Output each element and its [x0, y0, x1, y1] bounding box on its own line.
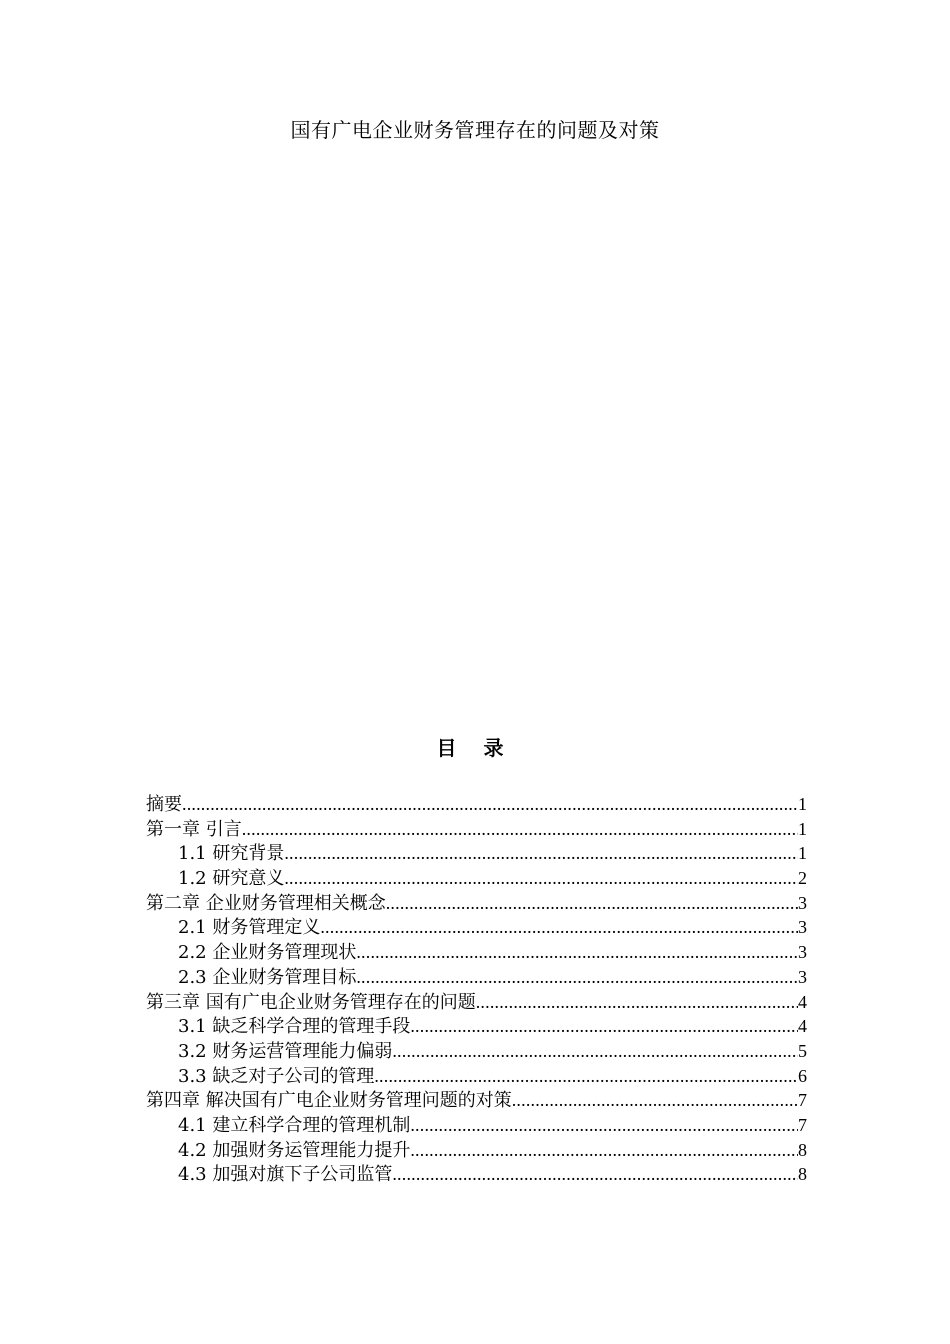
toc-entry-label: 第二章 企业财务管理相关概念: [146, 892, 386, 914]
toc-entry-page-number: 4: [798, 1016, 807, 1037]
toc-entry-page-number: 1: [798, 843, 807, 864]
toc-dot-leader: [392, 1039, 798, 1064]
toc-entry-label: 1.2 研究意义: [178, 868, 285, 890]
toc-entry-label: 2.1 财务管理定义: [178, 917, 321, 939]
toc-entry-label: 3.2 财务运营管理能力偏弱: [178, 1040, 393, 1062]
toc-dot-leader: [284, 866, 798, 891]
toc-dot-leader: [356, 965, 798, 990]
toc-entry[interactable]: [146, 817, 807, 842]
toc-entry[interactable]: [146, 1088, 807, 1113]
toc-entry[interactable]: [146, 990, 807, 1015]
toc-entry-label: 1.1 研究背景: [178, 843, 285, 865]
toc-dot-leader: [410, 1138, 798, 1163]
toc-dot-leader: [512, 1088, 798, 1113]
toc-entry-label: 第三章 国有广电企业财务管理存在的问题: [146, 991, 476, 1013]
toc-dot-leader: [320, 915, 798, 940]
toc-entry-page-number: 4: [798, 991, 807, 1012]
table-of-contents: [146, 792, 807, 1187]
toc-entry-page-number: 1: [798, 794, 807, 814]
toc-entry-label: 4.1 建立科学合理的管理机制: [178, 1114, 411, 1136]
toc-entry[interactable]: [146, 841, 807, 866]
toc-entry-page-number: 3: [798, 966, 807, 987]
toc-entry-page-number: 7: [798, 1090, 807, 1111]
toc-entry[interactable]: [146, 1138, 807, 1163]
toc-entry[interactable]: [146, 866, 807, 891]
toc-heading: 目 录: [436, 736, 514, 760]
toc-entry-page-number: 3: [798, 892, 807, 913]
toc-entry-page-number: 1: [798, 818, 807, 839]
toc-entry-label: 第四章 解决国有广电企业财务管理问题的对策: [146, 1090, 512, 1112]
toc-entry-page-number: 5: [798, 1040, 807, 1061]
toc-dot-leader: [410, 1113, 798, 1138]
document-title: 国有广电企业财务管理存在的问题及对策: [290, 118, 660, 142]
toc-entry[interactable]: [146, 940, 807, 965]
toc-entry-label: 第一章 引言: [146, 818, 242, 840]
toc-entry[interactable]: [146, 965, 807, 990]
toc-dot-leader: [374, 1064, 798, 1089]
toc-entry-page-number: 6: [798, 1065, 807, 1086]
toc-entry-label: 2.2 企业财务管理现状: [178, 942, 357, 964]
toc-dot-leader: [284, 841, 798, 866]
toc-entry-label: 3.3 缺乏对子公司的管理: [178, 1065, 375, 1087]
toc-entry[interactable]: [146, 1039, 807, 1064]
toc-entry[interactable]: [146, 891, 807, 916]
toc-entry-label: 4.3 加强对旗下子公司监管: [178, 1164, 393, 1186]
toc-entry-page-number: 7: [798, 1114, 807, 1135]
toc-entry-label: 2.3 企业财务管理目标: [178, 966, 357, 988]
toc-entry[interactable]: [146, 1162, 807, 1187]
toc-dot-leader: [392, 1162, 798, 1187]
toc-entry-label: 4.2 加强财务运管理能力提升: [178, 1139, 411, 1161]
toc-dot-leader: [242, 817, 798, 842]
toc-entry-page-number: 2: [798, 868, 807, 889]
toc-entry-page-number: 8: [798, 1164, 807, 1185]
toc-entry[interactable]: [146, 1064, 807, 1089]
toc-entry-page-number: 3: [798, 917, 807, 938]
toc-entry-page-number: 8: [798, 1139, 807, 1160]
toc-entry[interactable]: [146, 792, 807, 817]
toc-dot-leader: [356, 940, 798, 965]
toc-entry-label: 3.1 缺乏科学合理的管理手段: [178, 1016, 411, 1038]
toc-dot-leader: [476, 990, 798, 1015]
toc-entry-label: 摘要: [146, 794, 182, 815]
toc-dot-leader: [386, 891, 798, 916]
toc-entry[interactable]: [146, 1014, 807, 1039]
toc-entry[interactable]: [146, 915, 807, 940]
toc-entry-page-number: 3: [798, 942, 807, 963]
toc-dot-leader: [410, 1014, 798, 1039]
toc-entry[interactable]: [146, 1113, 807, 1138]
toc-dot-leader: [182, 792, 798, 817]
